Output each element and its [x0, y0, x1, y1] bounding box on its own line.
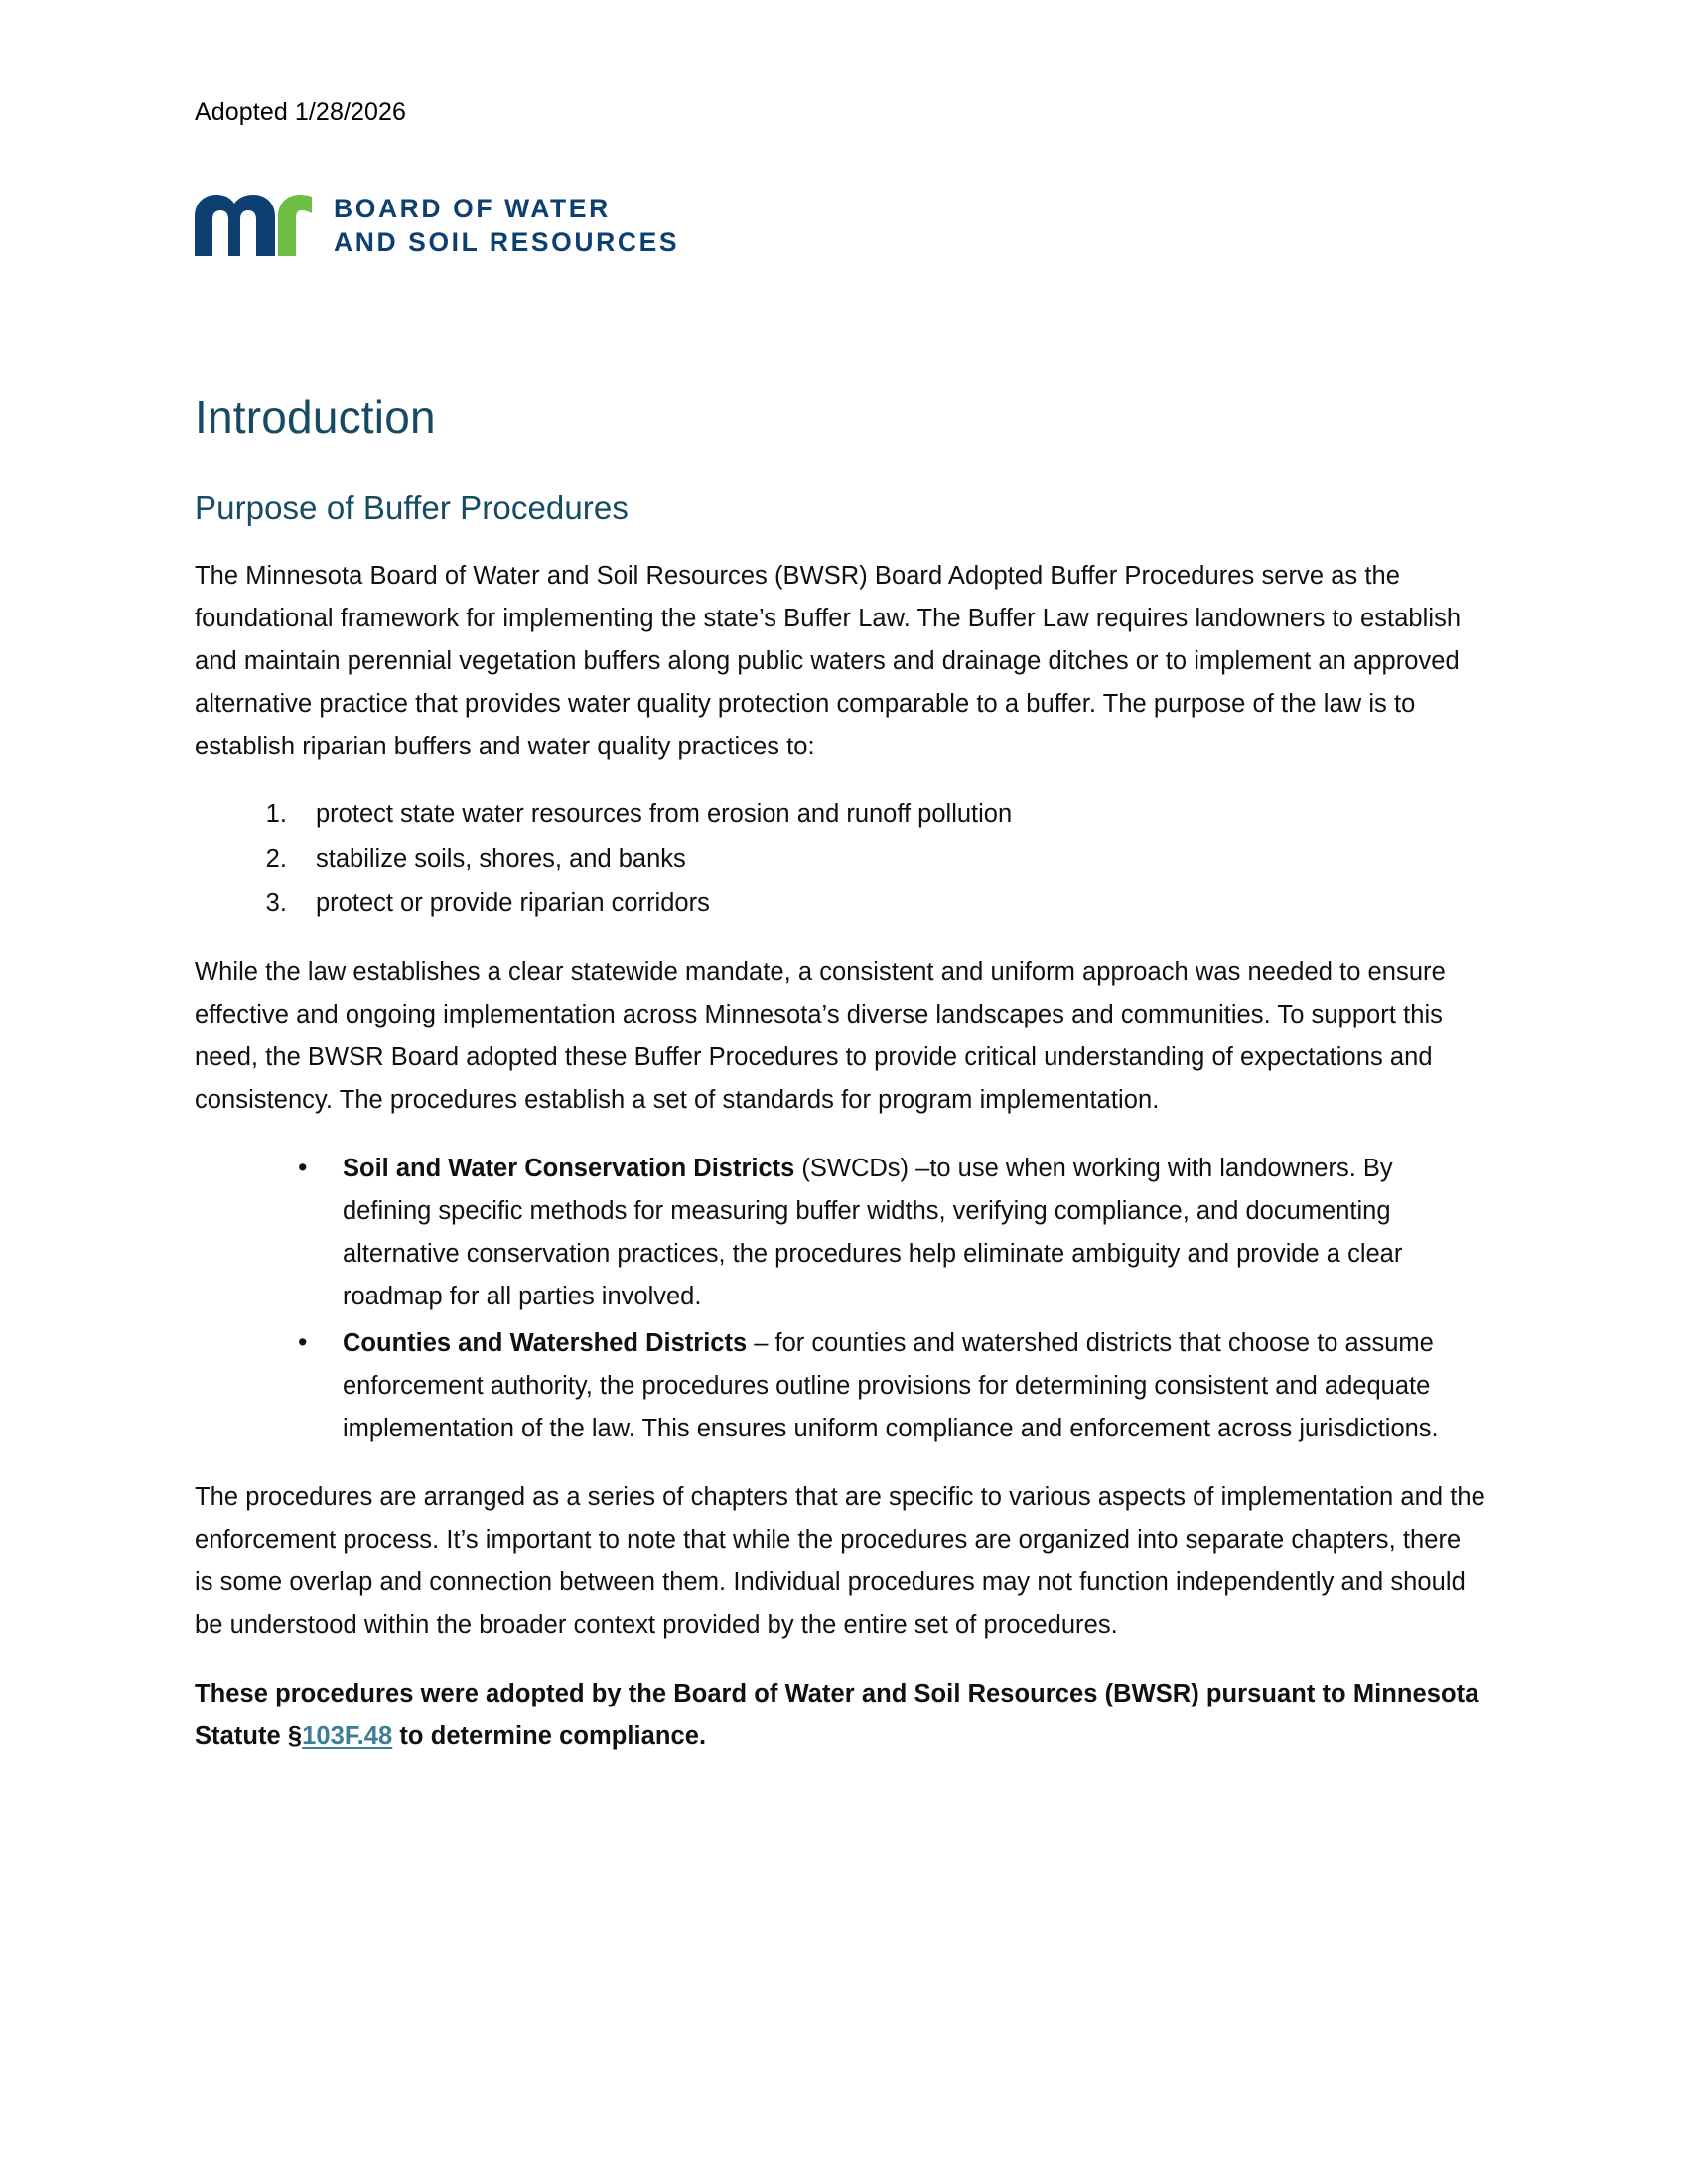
purpose-numbered-list — [195, 793, 1485, 925]
logo-wordmark-line-1: BOARD OF WATER — [334, 193, 611, 223]
paragraph-chapter-organization: The procedures are arranged as a series of chapters that are specific to various aspects of implementation and the enforcement process. It’s important to note that while the procedures are organized into separate chapters, there is some overlap and connection between them. Individual procedures may not function independently and should be understood within the broader context provided by the entire set of procedures. — [195, 1483, 1485, 1640]
list-item-body: – for counties and watershed districts that choose to assume enforcement authority, the procedures outline provisions for determining consistent and adequate implementation of the law. This ensures uniform compliance and enforcement across jurisdictions. — [343, 1329, 1439, 1443]
paragraph-purpose-intro: The Minnesota Board of Water and Soil Resources (BWSR) Board Adopted Buffer Procedures serve as the foundational framework for implementing the state’s Buffer Law. The Buffer Law requires landowners to establish and maintain perennial vegetation buffers along public waters and drainage ditches or to implement an approved alternative practice that provides water quality protection comparable to a buffer. The purpose of the law is to establish riparian buffers and water quality practices to: — [195, 561, 1462, 760]
list-item: 2. stabilize soils, shores, and banks — [294, 838, 1485, 881]
logo-wordmark-line-2: AND SOIL RESOURCES — [334, 227, 680, 257]
adopted-date: Adopted 1/28/2026 — [195, 98, 407, 126]
list-item: 3. protect or provide riparian corridors — [294, 883, 1485, 925]
document-content — [195, 0, 1485, 1784]
list-item-lead: Soil and Water Conservation Districts — [343, 1155, 795, 1183]
paragraph-statewide-mandate: While the law establishes a clear statewide mandate, a consistent and uniform approach was needed to ensure effective and ongoing implementation across Minnesota’s diverse landscapes and communities. To support this need, the BWSR Board adopted these Buffer Procedures to provide critical understanding of expectations and consistency. The procedures establish a set of standards for program implementation. — [195, 958, 1446, 1115]
adoption-text-after-link: to determine compliance. — [392, 1722, 707, 1751]
list-item-body: (SWCDs) –to use when working with landowners. By defining specific methods for measuring buffer widths, verifying compliance, and documenting alternative conservation practices, the procedures help eliminate ambiguity and provide a clear roadmap for all parties involved. — [343, 1155, 1403, 1311]
paragraph-adoption-statement — [195, 1673, 1485, 1758]
bwsr-logo — [195, 189, 1485, 262]
list-item-lead: Counties and Watershed Districts — [343, 1329, 748, 1358]
list-item: 1. protect state water resources from erosion and runoff pollution — [294, 793, 1485, 836]
bwsr-logo-wordmark — [334, 192, 679, 260]
page-title: Introduction — [195, 391, 436, 443]
audience-bullet-list — [195, 1148, 1485, 1450]
statute-link-103f48[interactable]: 103F.48 — [302, 1722, 393, 1751]
list-item — [298, 1322, 1485, 1450]
mn-logo-mark — [195, 195, 312, 256]
section-heading-purpose: Purpose of Buffer Procedures — [195, 488, 629, 526]
adoption-text-before-link: These procedures were adopted by the Board of Water and Soil Resources (BWSR) pursuant to Minnesota Statute § — [195, 1680, 1479, 1751]
list-item — [298, 1148, 1485, 1318]
